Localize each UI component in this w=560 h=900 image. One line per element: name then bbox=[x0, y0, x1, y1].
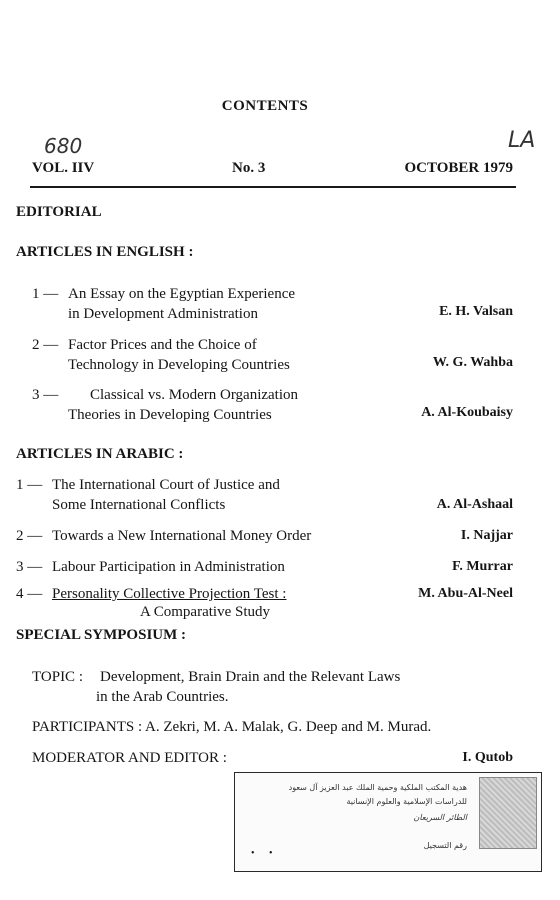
stamp-dots: • • bbox=[251, 848, 279, 859]
arabic-item-3-author: F. Murrar bbox=[452, 559, 513, 574]
arabic-item-4-prefix: 4 — bbox=[16, 586, 43, 602]
editorial-heading: EDITORIAL bbox=[16, 204, 102, 220]
arabic-heading: ARTICLES IN ARABIC : bbox=[16, 446, 184, 462]
english-item-2-title: Factor Prices and the Choice of bbox=[68, 337, 257, 353]
arabic-item-4-title-cont: A Comparative Study bbox=[140, 604, 270, 620]
arabic-item-4-title: Personality Collective Projection Test : bbox=[52, 586, 287, 602]
stamp-line-3: الطائر السريعان bbox=[413, 813, 467, 822]
topic-label: TOPIC : bbox=[32, 669, 83, 685]
english-item-1-title-cont: in Development Administration bbox=[68, 306, 258, 322]
english-item-3-title-cont: Theories in Developing Countries bbox=[68, 407, 272, 423]
library-stamp bbox=[234, 772, 542, 872]
english-item-2-author: W. G. Wahba bbox=[432, 355, 513, 370]
symposium-heading: SPECIAL SYMPOSIUM : bbox=[16, 627, 187, 643]
english-item-2-title-cont: Technology in Developing Countries bbox=[68, 357, 290, 373]
english-item-3-title: Classical vs. Modern Organization bbox=[90, 387, 299, 403]
arabic-item-1-title: The International Court of Justice and bbox=[52, 477, 280, 493]
stamp-line-4: رقم التسجيل bbox=[423, 841, 467, 850]
arabic-item-1-title-cont: Some International Conflicts bbox=[52, 497, 226, 513]
arabic-item-4-author: M. Abu-Al-Neel bbox=[418, 586, 513, 601]
stamp-line-2: للدراسات الإسلامية والعلوم الإنسانية bbox=[346, 797, 467, 806]
stamp-text-area bbox=[241, 779, 473, 863]
handwritten-number: 680 bbox=[44, 134, 83, 158]
english-item-2-prefix: 2 — bbox=[32, 337, 59, 353]
english-item-1-title: An Essay on the Egyptian Experience bbox=[68, 286, 296, 302]
english-item-3-prefix: 3 — bbox=[32, 387, 59, 403]
moderator-name: I. Qutob bbox=[462, 750, 513, 765]
page-title: CONTENTS bbox=[221, 98, 309, 114]
arabic-item-2-title: Towards a New International Money Order bbox=[52, 528, 312, 544]
arabic-item-1-prefix: 1 — bbox=[16, 477, 43, 493]
arabic-item-2-author: I. Najjar bbox=[460, 528, 513, 543]
stamp-line-1: هدية المكتب الملكية وحمية الملك عبد العزيز آل سعود bbox=[288, 783, 467, 792]
moderator-label: MODERATOR AND EDITOR : bbox=[32, 750, 227, 766]
topic-line-1: Development, Brain Drain and the Relevant Laws bbox=[100, 669, 401, 685]
arabic-item-3-title: Labour Participation in Administration bbox=[52, 559, 285, 575]
issue-number: No. 3 bbox=[232, 160, 266, 176]
topic-line-2: in the Arab Countries. bbox=[96, 689, 229, 705]
english-item-1-author: E. H. Valsan bbox=[439, 304, 513, 319]
english-item-3-author: A. Al-Koubaisy bbox=[421, 405, 513, 420]
arabic-item-2-prefix: 2 — bbox=[16, 528, 43, 544]
arabic-item-3-prefix: 3 — bbox=[16, 559, 43, 575]
english-item-1-prefix: 1 — bbox=[32, 286, 59, 302]
volume-label: VOL. IIV bbox=[32, 160, 95, 176]
participants-line: PARTICIPANTS : A. Zekri, M. A. Malak, G. Deep and M. Murad. bbox=[32, 719, 432, 735]
issue-date: OCTOBER 1979 bbox=[404, 160, 513, 176]
english-heading: ARTICLES IN ENGLISH : bbox=[16, 244, 194, 260]
header-rule bbox=[30, 186, 516, 188]
arabic-item-1-author: A. Al-Ashaal bbox=[436, 497, 513, 512]
handwritten-initials: LA bbox=[508, 128, 536, 153]
stamp-photo-image bbox=[479, 777, 537, 849]
